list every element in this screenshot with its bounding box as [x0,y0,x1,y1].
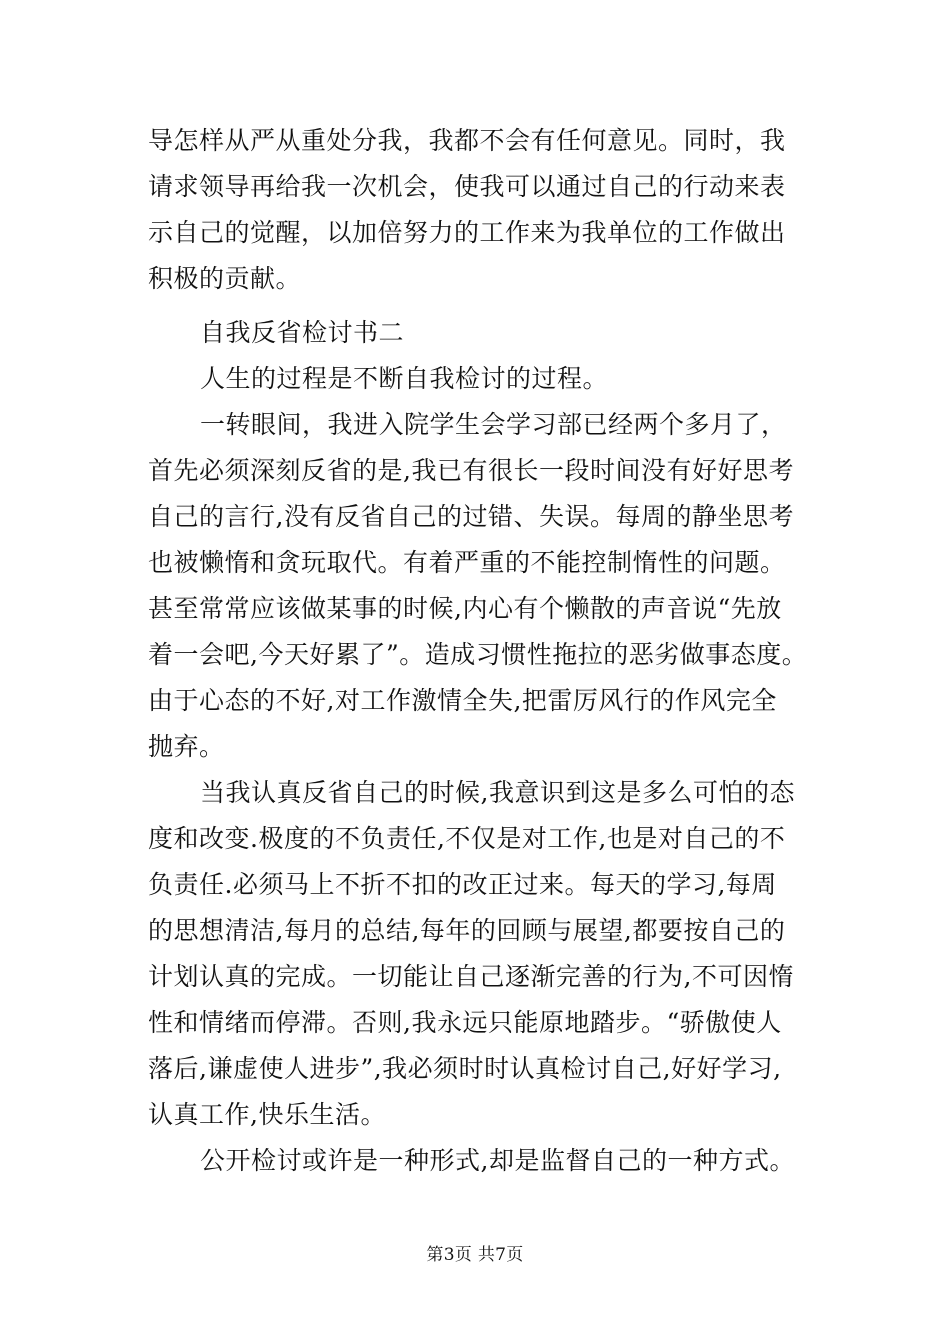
text-line: 计划认真的完成。一切能让自己逐渐完善的行为,不可因惰 [148,962,794,991]
document-body [148,118,838,1184]
text-line: 性和情绪而停滞。否则,我永远只能原地踏步。“骄傲使人 [148,1008,782,1037]
text-line: 也被懒惰和贪玩取代。有着严重的不能控制惰性的问题。 [148,548,786,577]
text-line: 人生的过程是不断自我检讨的过程。 [200,364,609,393]
text-line: 示自己的觉醒，以加倍努力的工作来为我单位的工作做出 [148,218,786,247]
text-line: 自己的言行,没有反省自己的过错、失误。每周的静坐思考 [148,502,794,531]
text-line: 积极的贡献。 [148,264,302,293]
text-line: 请求领导再给我一次机会，使我可以通过自己的行动来表 [148,172,786,201]
text-line: 认真工作,快乐生活。 [148,1100,386,1129]
text-line: 抛弃。 [148,732,225,761]
text-line: 负责任.必须马上不折不扣的改正过来。每天的学习,每周 [148,870,777,899]
text-line: 一转眼间，我进入院学生会学习部已经两个多月了， [200,410,787,439]
section-title: 自我反省检讨书二 [200,318,405,347]
text-line: 由于心态的不好,对工作激情全失,把雷厉风行的作风完全 [148,686,777,715]
text-line: 甚至常常应该做某事的时候,内心有个懒散的声音说“先放 [148,594,782,623]
page-number: 第3页 共7页 [426,1245,524,1265]
text-line: 导怎样从严从重处分我，我都不会有任何意见。同时，我 [148,126,786,155]
text-line: 落后,谦虚使人进步”,我必须时时认真检讨自己,好好学习, [148,1054,782,1083]
text-line: 着一会吧,今天好累了”。造成习惯性拖拉的恶劣做事态度。 [148,640,808,669]
text-line: 首先必须深刻反省的是,我已有很长一段时间没有好好思考 [148,456,794,485]
text-line: 的思想清洁,每月的总结,每年的回顾与展望,都要按自己的 [148,916,786,945]
text-line: 度和改变.极度的不负责任,不仅是对工作,也是对自己的不 [148,824,786,853]
text-line: 公开检讨或许是一种形式,却是监督自己的一种方式。 [200,1146,795,1175]
text-line: 当我认真反省自己的时候,我意识到这是多么可怕的态 [200,778,795,807]
